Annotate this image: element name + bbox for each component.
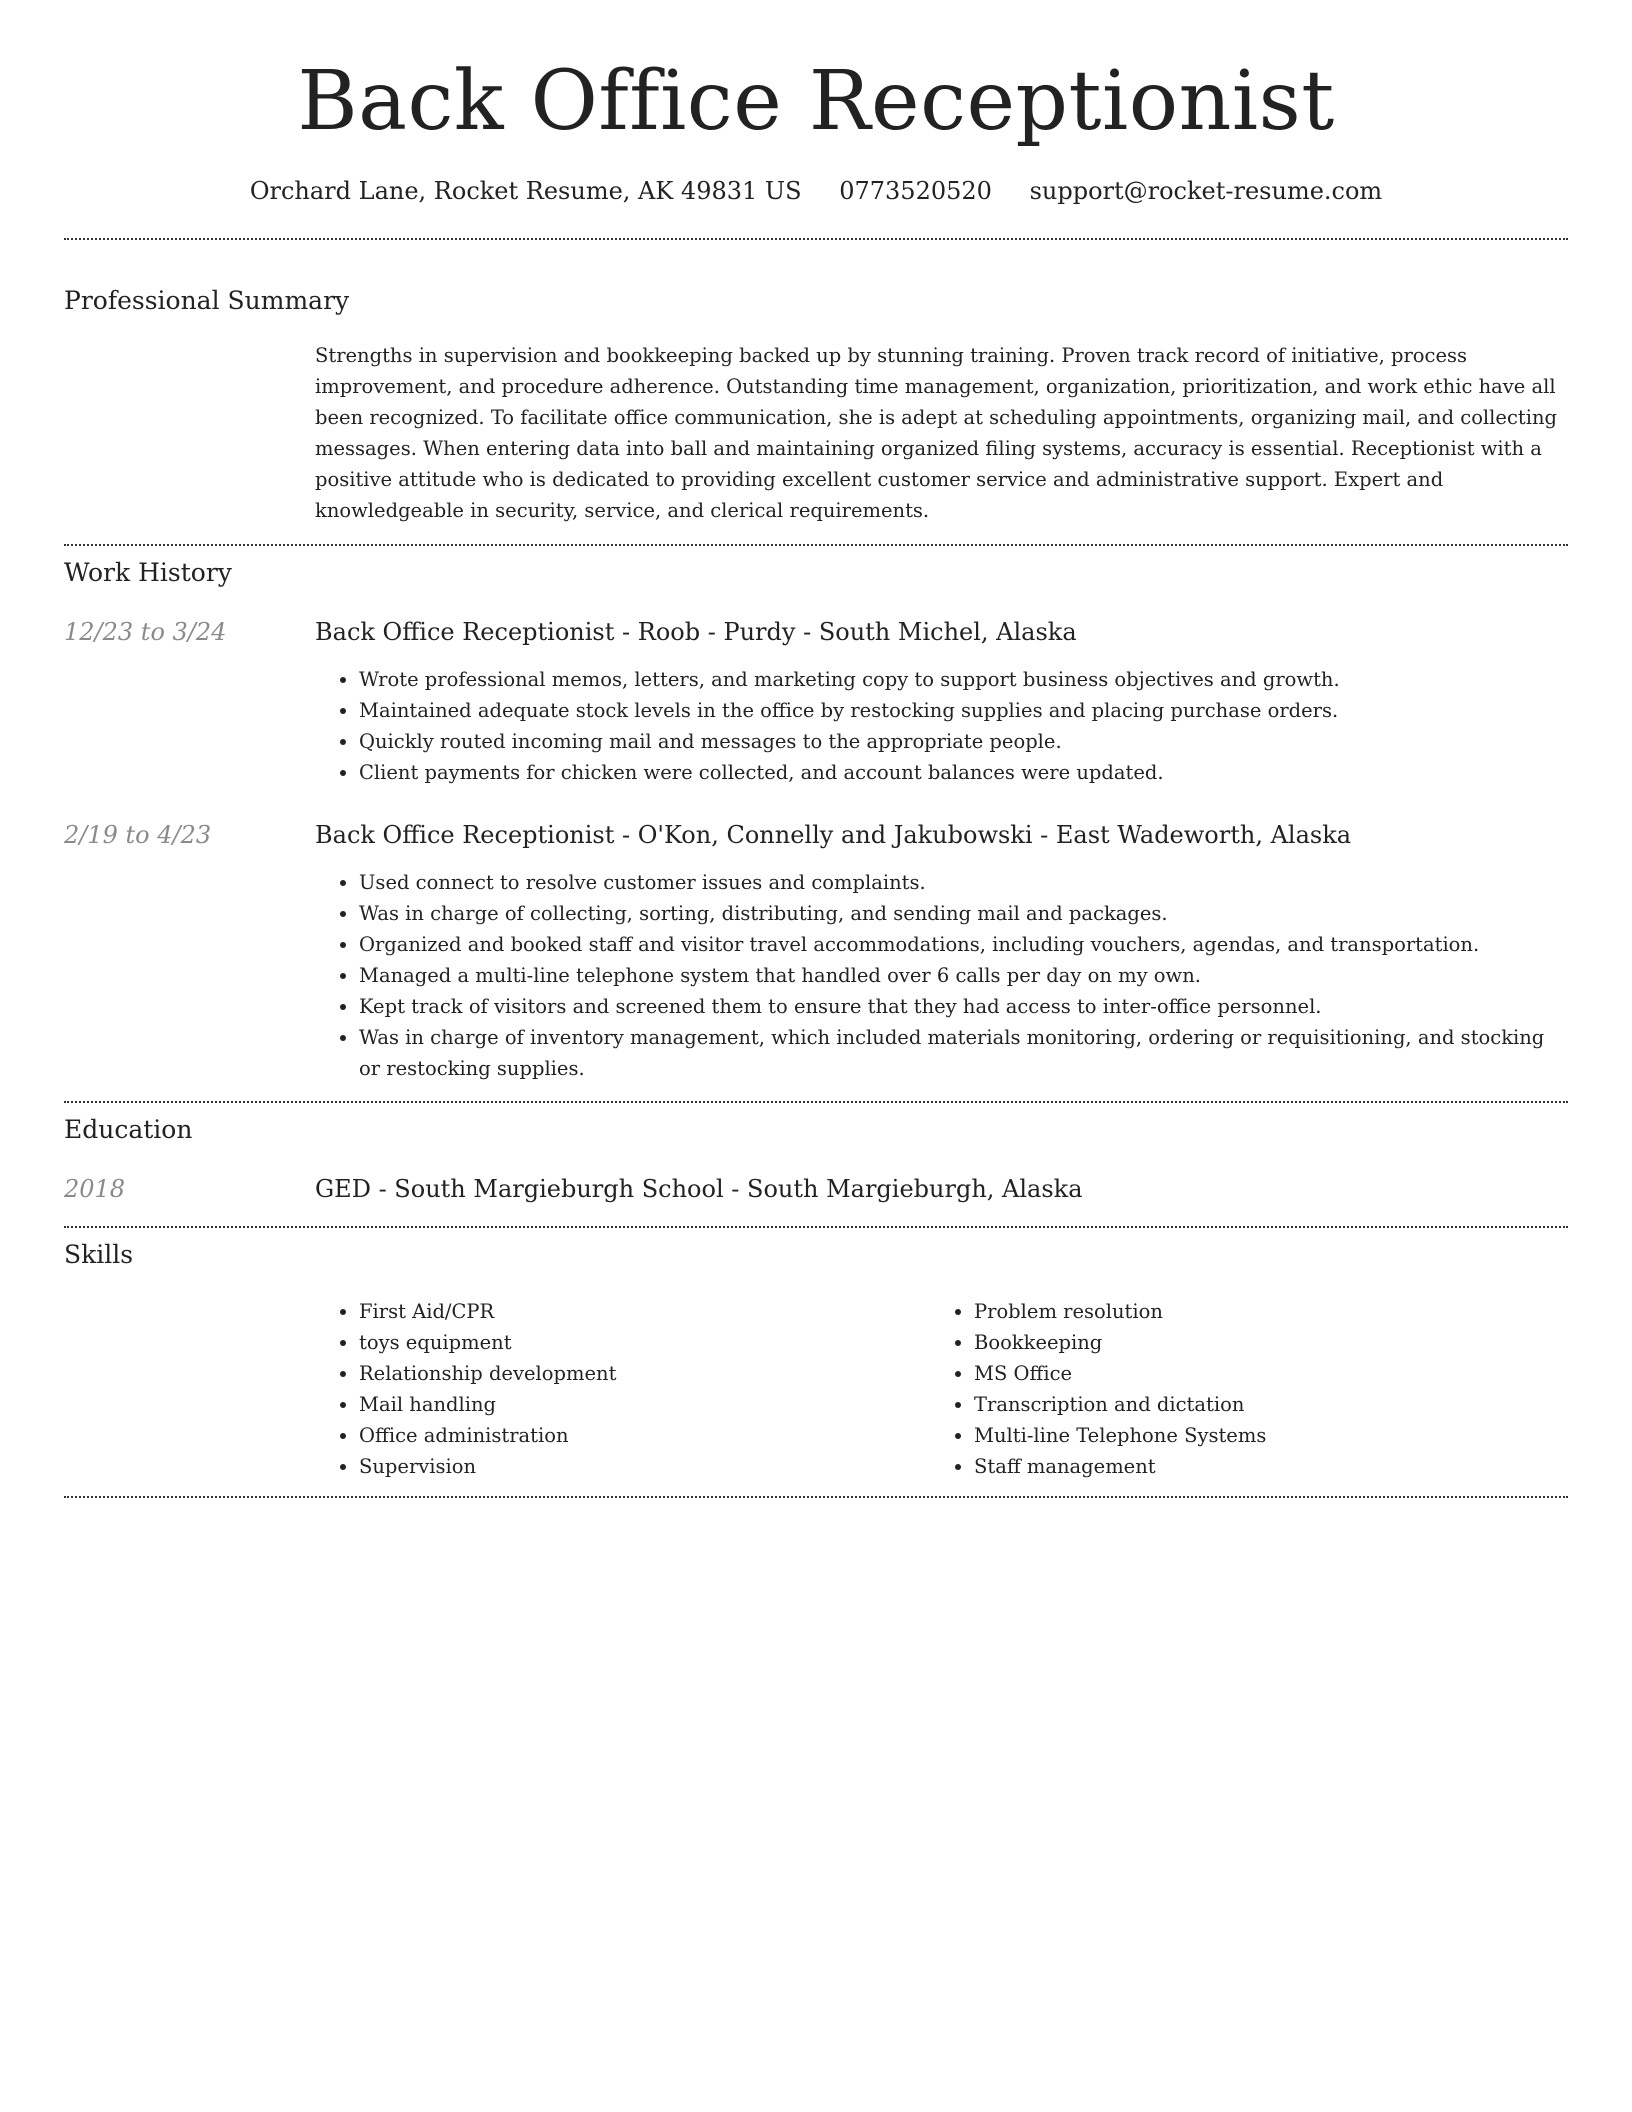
contact-line	[64, 176, 1568, 206]
job-bullet: • Maintained adequate stock levels in the office by restocking supplies and placing purchase orders.	[359, 695, 1568, 726]
skill-item: • Office administration	[359, 1420, 930, 1451]
job-body	[315, 617, 1568, 788]
contact-phone: 0773520520	[839, 177, 992, 205]
contact-address: Orchard Lane, Rocket Resume, AK 49831 US	[249, 177, 802, 205]
divider	[64, 1496, 1568, 1498]
job-bullet: • Was in charge of collecting, sorting, distributing, and sending mail and packages.	[359, 898, 1568, 929]
skill-item: • Problem resolution	[974, 1296, 1545, 1327]
job-bullet: • Kept track of visitors and screened them to ensure that they had access to inter-office personnel.	[359, 991, 1568, 1022]
skills-column-right	[930, 1296, 1545, 1482]
skills-grid	[315, 1296, 1568, 1496]
skill-item: • Mail handling	[359, 1389, 930, 1420]
divider	[64, 1226, 1568, 1228]
skills-section-title: Skills	[64, 1240, 134, 1269]
spacer	[64, 1084, 1568, 1101]
job-body	[315, 820, 1568, 1084]
skill-item: • Transcription and dictation	[974, 1389, 1545, 1420]
job-bullet: • Used connect to resolve customer issues and complaints.	[359, 867, 1568, 898]
job-bullet: • Wrote professional memos, letters, and marketing copy to support business objectives and growth.	[359, 664, 1568, 695]
job-date: 12/23 to 3/24	[64, 618, 227, 646]
job-bullets	[315, 867, 1568, 1084]
skills-list	[315, 1296, 930, 1482]
job-entry	[64, 820, 1568, 1084]
job-date: 2/19 to 4/23	[64, 821, 212, 849]
divider	[64, 1101, 1568, 1103]
work-history-section-title: Work History	[64, 558, 232, 587]
skill-item: • First Aid/CPR	[359, 1296, 930, 1327]
job-bullet: • Quickly routed incoming mail and messages to the appropriate people.	[359, 726, 1568, 757]
summary-text: Strengths in supervision and bookkeeping backed up by stunning training. Proven track record of initiative, process improvement, and procedure adherence. Outstanding time management, organization, prioritization, and work ethic have all been recognized. To facilitate office communication, she is adept at scheduling appointments, organizing mail, and collecting messages. When entering data into ball and maintaining organized filing systems, accuracy is essential. Receptionist with a positive attitude who is dedicated to providing excellent customer service and administrative support. Expert and knowledgeable in security, service, and clerical requirements.	[315, 344, 1557, 522]
job-entry	[64, 617, 1568, 788]
skill-item: • MS Office	[974, 1358, 1545, 1389]
divider	[64, 238, 1568, 240]
job-heading: Back Office Receptionist - Roob - Purdy - South Michel, Alaska	[315, 618, 1077, 646]
job-bullet: • Organized and booked staff and visitor travel accommodations, including vouchers, agendas, and transportation.	[359, 929, 1568, 960]
resume-name: Back Office Receptionist	[297, 54, 1335, 149]
skills-list	[930, 1296, 1545, 1482]
skill-item: • Staff management	[974, 1451, 1545, 1482]
education-entry	[64, 1174, 1568, 1226]
education-heading: GED - South Margieburgh School - South Margieburgh, Alaska	[315, 1175, 1083, 1203]
contact-email: support@rocket-resume.com	[1029, 177, 1383, 205]
summary-section-title: Professional Summary	[64, 286, 350, 315]
job-bullet: • Managed a multi-line telephone system that handled over 6 calls per day on my own.	[359, 960, 1568, 991]
skill-item: • toys equipment	[359, 1327, 930, 1358]
job-heading: Back Office Receptionist - O'Kon, Connelly and Jakubowski - East Wadeworth, Alaska	[315, 821, 1352, 849]
skills-column-left	[315, 1296, 930, 1482]
job-bullet: • Client payments for chicken were collected, and account balances were updated.	[359, 757, 1568, 788]
skill-item: • Relationship development	[359, 1358, 930, 1389]
skill-item: • Multi-line Telephone Systems	[974, 1420, 1545, 1451]
skill-item: • Supervision	[359, 1451, 930, 1482]
education-date: 2018	[64, 1175, 126, 1203]
job-bullet: • Was in charge of inventory management, which included materials monitoring, ordering or requisitioning, and stocking or restocking supplies.	[359, 1022, 1568, 1084]
education-section-title: Education	[64, 1115, 193, 1144]
job-bullets	[315, 664, 1568, 788]
skill-item: • Bookkeeping	[974, 1327, 1545, 1358]
divider	[64, 544, 1568, 546]
